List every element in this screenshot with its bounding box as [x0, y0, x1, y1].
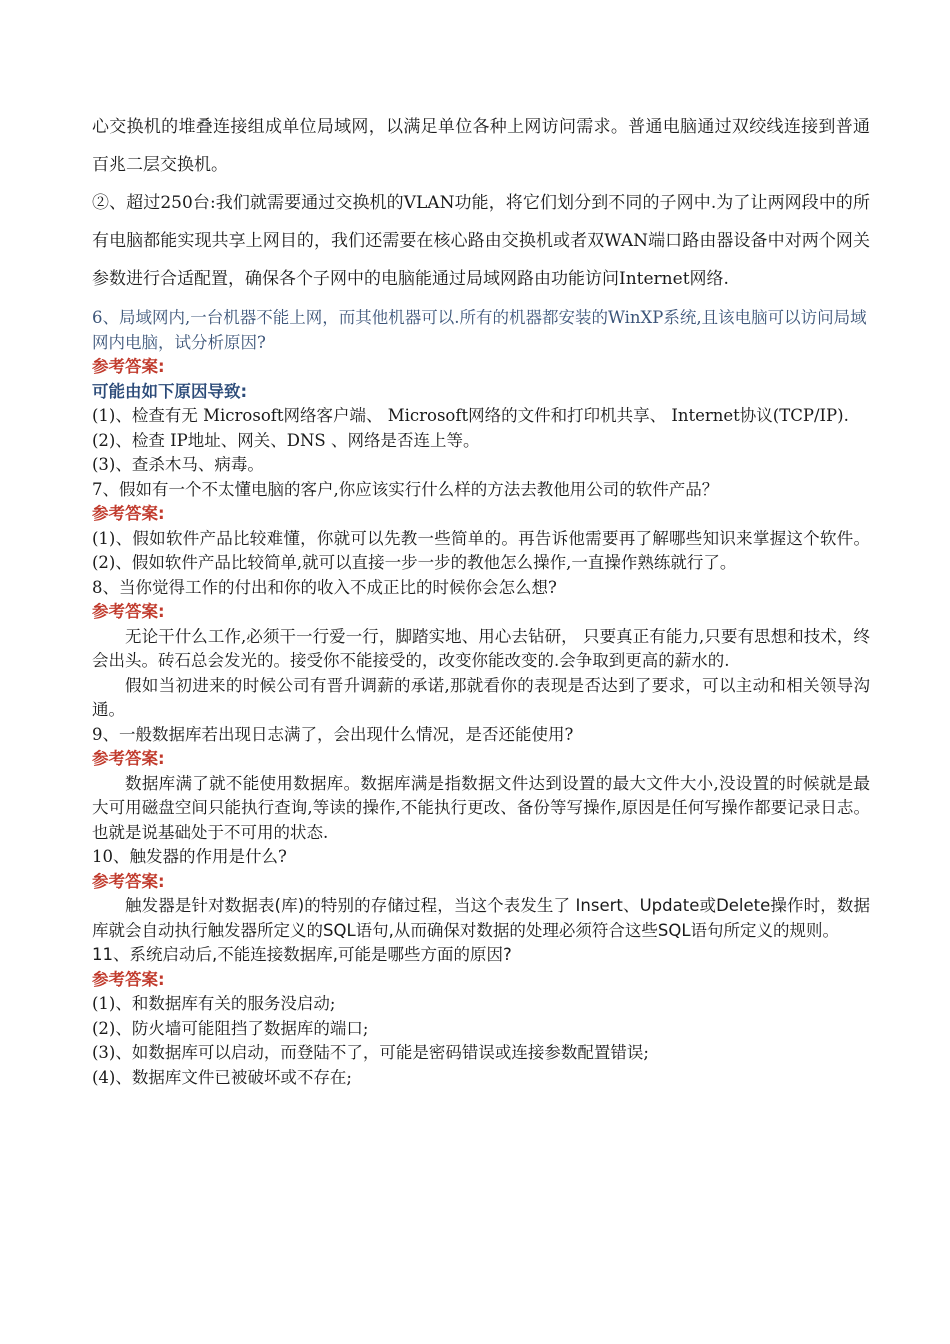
question-7: 7、假如有一个不太懂电脑的客户,你应该实行什么样的方法去教他用公司的软件产品？	[92, 479, 719, 499]
question-10: 10、触发器的作用是什么?	[92, 847, 287, 866]
question-11: 11、系统启动后,不能连接数据库,可能是哪些方面的原因?	[92, 945, 512, 964]
answer-6-item-1: (1)、检查有无 Microsoft网络客户端、 Microsoft网络的文件和打印机共享、 Internet协议(TCP/IP).	[92, 406, 849, 425]
answer-8-paragraph-2: 假如当初进来的时候公司有晋升调薪的承诺,那就看你的表现是否达到了要求，可以主动和相关领导沟通。	[92, 675, 870, 719]
question-8: 8、当你觉得工作的付出和你的收入不成正比的时候你会怎么想?	[92, 577, 557, 597]
answer-11-item-2: (2)、防火墙可能阻挡了数据库的端口;	[92, 1018, 369, 1038]
answer-label-6: 参考答案:	[92, 357, 165, 376]
intro-paragraph-2: ②、超过250台:我们就需要通过交换机的VLAN功能，将它们划分到不同的子网中.为了让两网段中的所有电脑都能实现共享上网目的，我们还需要在核心路由交换机或者双WAN端口路由器设备中对两个网关参数进行合适配置，确保各个子网中的电脑能通过局域网路由功能访问Internet网络.	[92, 193, 870, 289]
answer-label-10: 参考答案:	[92, 871, 165, 891]
answer-7-body: (1)、假如软件产品比较难懂，你就可以先教一些简单的。再告诉他需要再了解哪些知识来掌握这个软件。(2)、假如软件产品比较简单,就可以直接一步一步的教他怎么操作,一直操作熟练就行了。	[92, 528, 870, 572]
answer-9-body: 数据库满了就不能使用数据库。数据库满是指数据文件达到设置的最大文件大小,没设置的时候就是最大可用磁盘空间只能执行查询,等读的操作,不能执行更改、备份等写操作,原因是任何写操作都要记录日志。也就是说基础处于不可用的状态.	[92, 773, 870, 842]
answer-6-item-3: (3)、查杀木马、病毒。	[92, 455, 264, 474]
document-page	[92, 108, 870, 1090]
question-6: 6、局域网内,一台机器不能上网，而其他机器可以.所有的机器都安装的WinXP系统,且该电脑可以访问局域网内电脑，试分析原因?	[92, 308, 867, 352]
answer-label-11: 参考答案:	[92, 969, 165, 989]
question-9: 9、一般数据库若出现日志满了，会出现什么情况，是否还能使用?	[92, 724, 574, 744]
answer-6-item-2: (2)、检查 IP地址、网关、DNS 、网络是否连上等。	[92, 430, 480, 450]
answer-label-8: 参考答案:	[92, 602, 165, 621]
answer-11-item-4: (4)、数据库文件已被破坏或不存在;	[92, 1067, 352, 1087]
answer-lead-6: 可能由如下原因导致:	[92, 381, 248, 401]
answer-11-item-1: (1)、和数据库有关的服务没启动;	[92, 994, 336, 1013]
answer-10-body: 触发器是针对数据表(库)的特别的存储过程，当这个表发生了 Insert、Update或Delete操作时，数据库就会自动执行触发器所定义的SQL语句,从而确保对数据的处理必须符合这些SQL语句所定义的规则。	[92, 896, 870, 940]
answer-11-item-3: (3)、如数据库可以启动，而登陆不了，可能是密码错误或连接参数配置错误;	[92, 1043, 649, 1062]
answer-label-9: 参考答案:	[92, 749, 165, 768]
answer-8-paragraph-1: 无论干什么工作,必须干一行爱一行，脚踏实地、用心去钻研， 只要真正有能力,只要有思想和技术，终会出头。砖石总会发光的。接受你不能接受的，改变你能改变的.会争取到更高的薪水的.	[92, 626, 870, 670]
answer-label-7: 参考答案:	[92, 504, 165, 523]
intro-paragraph-1: 心交换机的堆叠连接组成单位局域网，以满足单位各种上网访问需求。普通电脑通过双绞线连接到普通百兆二层交换机。	[92, 117, 870, 175]
